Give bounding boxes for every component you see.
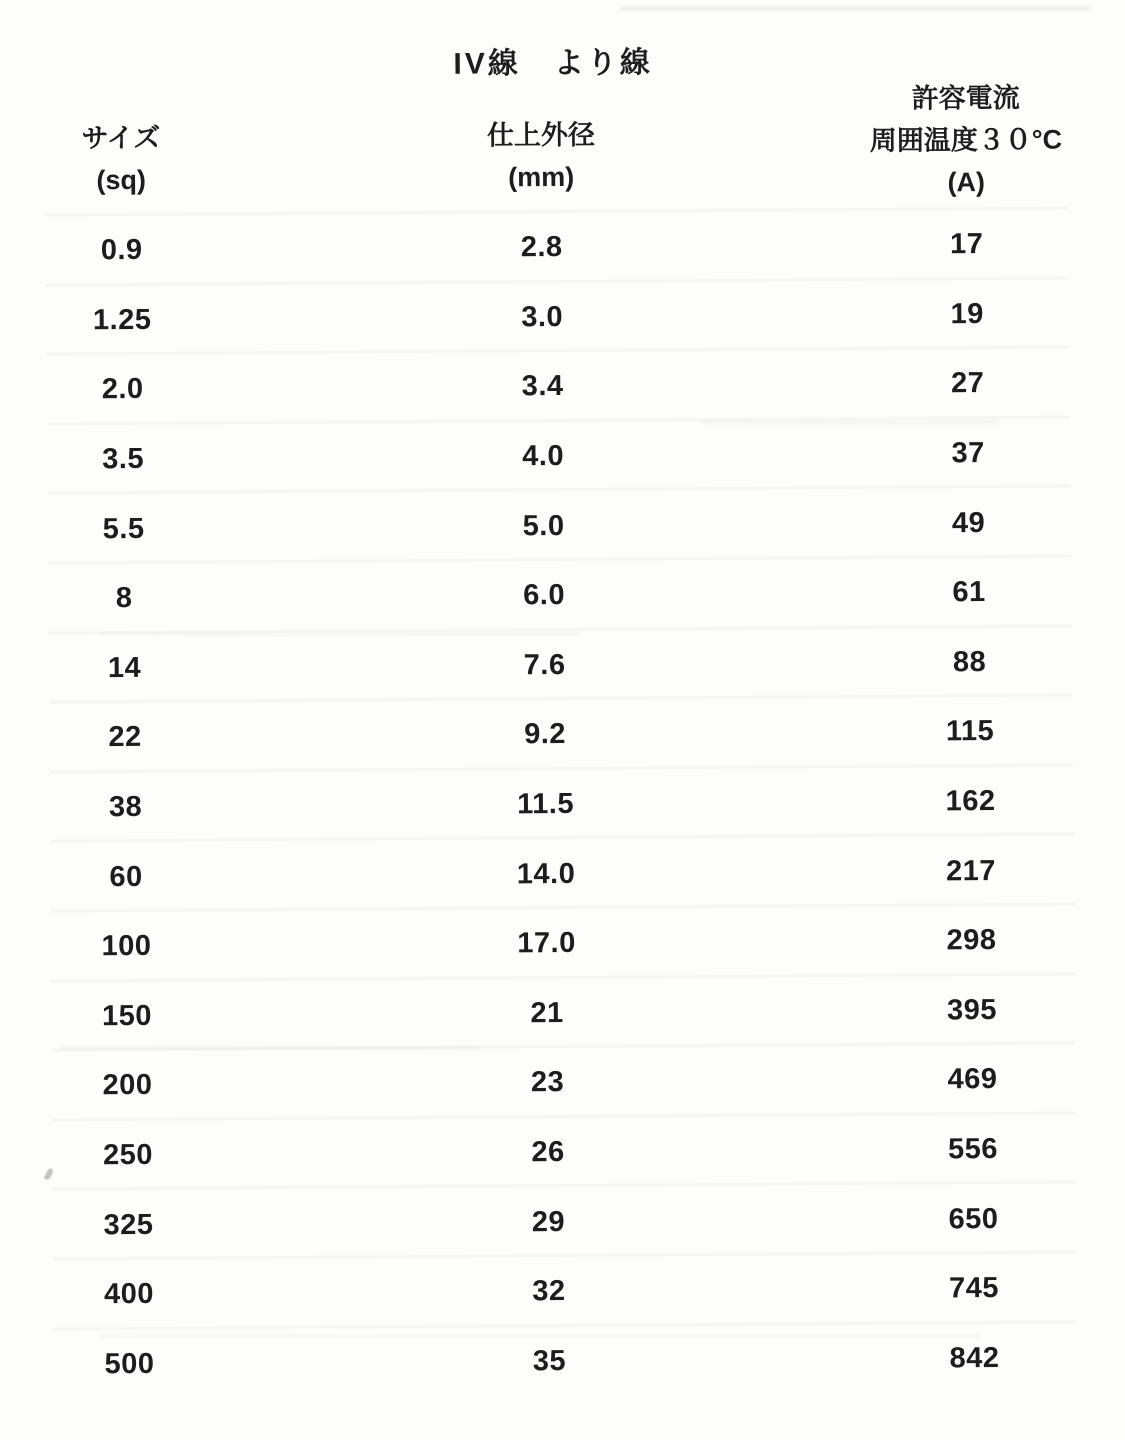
table-row	[3, 418, 1093, 495]
cell-size-sq: 250	[102, 1138, 154, 1172]
cell-size-sq: 1.25	[92, 303, 152, 337]
cell-od-mm: 17.0	[517, 927, 576, 960]
table-row	[4, 557, 1094, 634]
table-body	[1, 209, 1099, 1400]
cell-od-mm: 11.5	[517, 787, 575, 821]
cell-od-mm: 2.8	[520, 231, 563, 264]
cell-size-sq: 400	[103, 1278, 155, 1311]
table-row	[8, 1114, 1098, 1191]
cell-size-sq: 8	[115, 582, 133, 615]
table-row	[9, 1323, 1099, 1400]
table-row	[5, 766, 1095, 843]
cell-size-sq: 14	[107, 651, 142, 685]
cell-ampacity-a: 115	[945, 715, 995, 748]
table-row	[6, 905, 1096, 982]
table-row	[5, 696, 1095, 773]
column-header-size-unit: (sq)	[96, 164, 147, 196]
cell-size-sq: 325	[103, 1208, 154, 1241]
column-header-current-label: 許容電流	[911, 82, 1020, 114]
table-row	[7, 1044, 1097, 1121]
table-row	[9, 1253, 1099, 1330]
cell-od-mm: 9.2	[524, 718, 567, 751]
table-row	[8, 1184, 1098, 1261]
table-row	[1, 209, 1091, 286]
cell-ampacity-a: 27	[950, 367, 985, 400]
cell-od-mm: 3.0	[521, 300, 564, 334]
column-header-size-label: サイズ	[81, 122, 161, 154]
column-header-outer-diameter	[241, 112, 842, 200]
cell-ampacity-a: 49	[951, 506, 986, 539]
cell-od-mm: 6.0	[523, 579, 566, 612]
column-header-ambient-temp: 周囲温度３０°C	[869, 124, 1063, 156]
cell-ampacity-a: 88	[952, 645, 987, 679]
cell-size-sq: 500	[104, 1347, 155, 1381]
cell-ampacity-a: 17	[949, 228, 984, 261]
cell-size-sq: 38	[108, 790, 143, 824]
cell-size-sq: 22	[108, 721, 142, 754]
table-header-row	[0, 68, 1091, 202]
cell-od-mm: 29	[531, 1205, 566, 1238]
cell-od-mm: 3.4	[521, 370, 564, 403]
page-title: IV線 より線	[453, 46, 653, 81]
cell-ampacity-a: 650	[948, 1202, 999, 1235]
cell-size-sq: 60	[109, 860, 143, 893]
cell-od-mm: 4.0	[522, 440, 565, 473]
table-row	[2, 348, 1092, 425]
column-header-od-unit: (mm)	[508, 161, 575, 193]
cell-size-sq: 200	[102, 1069, 153, 1102]
table-row	[7, 975, 1097, 1052]
cell-od-mm: 23	[530, 1066, 565, 1099]
column-header-allowable-current	[841, 76, 1092, 204]
cell-ampacity-a: 61	[952, 576, 986, 609]
cell-od-mm: 14.0	[516, 857, 576, 890]
cell-size-sq: 0.9	[100, 234, 143, 267]
cell-od-mm: 21	[530, 996, 564, 1030]
cell-size-sq: 2.0	[101, 373, 144, 406]
cell-ampacity-a: 162	[945, 785, 996, 818]
cell-od-mm: 26	[531, 1136, 565, 1169]
cell-size-sq: 5.5	[102, 512, 145, 545]
table-row	[6, 836, 1096, 913]
cell-od-mm: 5.0	[522, 509, 565, 542]
cell-ampacity-a: 298	[946, 924, 997, 957]
cell-ampacity-a: 37	[951, 437, 985, 470]
cell-ampacity-a: 395	[946, 993, 998, 1027]
cell-ampacity-a: 469	[947, 1063, 998, 1096]
cell-od-mm: 32	[532, 1275, 566, 1308]
column-header-current-unit: (A)	[947, 167, 986, 198]
cell-size-sq: 100	[101, 930, 152, 963]
cell-ampacity-a: 745	[948, 1272, 1000, 1305]
cell-ampacity-a: 19	[950, 297, 984, 331]
cell-ampacity-a: 217	[945, 854, 997, 887]
column-header-size	[1, 116, 242, 202]
cell-size-sq: 3.5	[102, 442, 145, 476]
table-row	[4, 627, 1094, 704]
table-row	[3, 488, 1093, 565]
table-row	[2, 279, 1092, 356]
cell-od-mm: 35	[532, 1344, 567, 1378]
column-header-od-label: 仕上外径	[486, 119, 596, 151]
cell-od-mm: 7.6	[523, 648, 566, 682]
cell-ampacity-a: 842	[949, 1341, 1000, 1375]
cell-size-sq: 150	[101, 999, 153, 1033]
cell-ampacity-a: 556	[947, 1132, 999, 1166]
